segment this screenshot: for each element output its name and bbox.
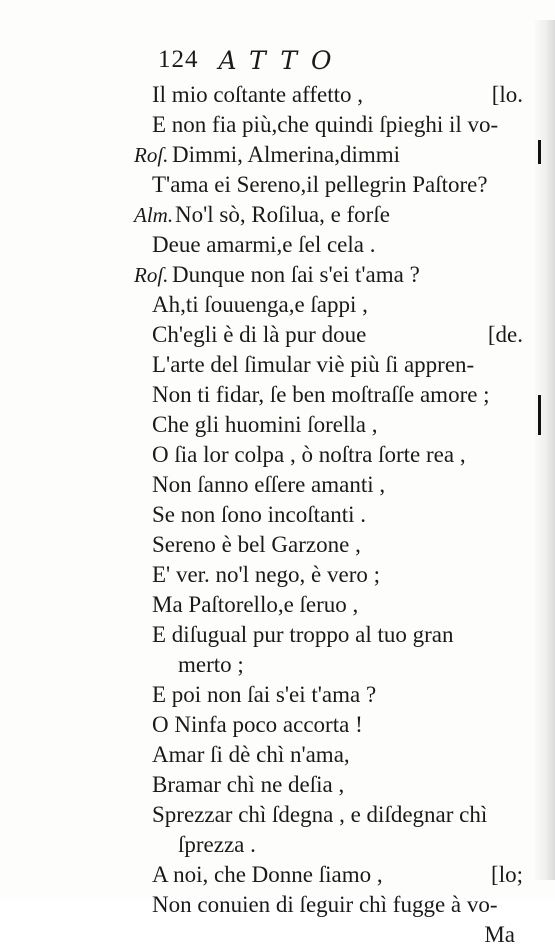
verse-line-text: ſprezza .: [178, 832, 256, 857]
running-head: ATTO: [218, 46, 346, 75]
verse-line: [0, 140, 555, 170]
verse-line-text: Che gli huomini ſorella ,: [152, 412, 378, 437]
verse-text: [0, 80, 555, 950]
verse-line: [0, 890, 555, 920]
verse-line: [0, 380, 555, 410]
verse-line-text: O ſia lor colpa , ò noſtra ſorte rea ,: [152, 442, 466, 467]
verse-line-text: Ma Paſtorello,e ſeruo ,: [152, 592, 359, 617]
verse-line: [0, 80, 555, 110]
verse-line: [0, 260, 555, 290]
verse-line-text: T'ama ei Sereno,il pellegrin Paſtore?: [152, 172, 488, 197]
verse-line: [0, 110, 555, 140]
verse-line: [0, 170, 555, 200]
verse-line: [0, 560, 555, 590]
verse-line-text: Ch'egli è di là pur doue: [152, 322, 367, 347]
verse-line-text: Dunque non ſai s'ei t'ama ?: [172, 262, 420, 287]
verse-line-text: Sprezzar chì ſdegna , e diſdegnar chì: [152, 802, 488, 827]
verse-line: [0, 710, 555, 740]
page-number: 124: [158, 46, 199, 73]
verse-line: [0, 800, 555, 830]
verse-line: [0, 200, 555, 230]
verse-line: [0, 650, 555, 680]
catchword: Ma: [484, 922, 515, 947]
verse-line: [0, 410, 555, 440]
verse-line-text: No'l sò, Roſilua, e forſe: [175, 202, 390, 227]
verse-line: [0, 350, 555, 380]
verse-line-text: Sereno è bel Garzone ,: [152, 532, 361, 557]
catchword-row: [0, 920, 555, 950]
verse-line: [0, 590, 555, 620]
turnover-fragment: [lo.: [491, 82, 523, 107]
verse-line-text: E' ver. no'l nego, è vero ;: [152, 562, 381, 587]
verse-line: [0, 230, 555, 260]
verse-line: [0, 320, 555, 350]
verse-line: [0, 680, 555, 710]
verse-line-text: E non fia più,che quindi ſpieghi il vo-: [152, 112, 499, 137]
verse-line-text: E diſugual pur troppo al tuo gran: [152, 622, 454, 647]
turnover-fragment: [lo;: [491, 862, 523, 887]
speaker-name: Roſ.: [134, 143, 169, 167]
verse-line: [0, 290, 555, 320]
verse-line-text: L'arte del ſimular viè più ſi appren-: [152, 352, 475, 377]
verse-line-text: Non ti fidar, ſe ben moſtraſſe amore ;: [152, 382, 490, 407]
verse-line-text: Se non ſono incoſtanti .: [152, 502, 367, 527]
verse-line: [0, 620, 555, 650]
verse-line-text: Bramar chì ne deſia ,: [152, 772, 345, 797]
verse-line: [0, 530, 555, 560]
verse-line: [0, 830, 555, 860]
page-header: [158, 46, 346, 75]
verse-line-text: E poi non ſai s'ei t'ama ?: [152, 682, 377, 707]
verse-line-text: Deue amarmi,e ſel cela .: [152, 232, 376, 257]
speaker-name: Alm.: [134, 203, 174, 227]
verse-line-text: O Ninfa poco accorta !: [152, 712, 363, 737]
verse-line-text: Amar ſi dè chì n'ama,: [152, 742, 350, 767]
turnover-fragment: [de.: [487, 322, 523, 347]
verse-line-text: Ah,ti ſouuenga,e ſappi ,: [152, 292, 368, 317]
verse-line-text: Dimmi, Almerina,dimmi: [172, 142, 401, 167]
verse-line-text: Il mio coſtante affetto ,: [152, 82, 363, 107]
verse-line-text: merto ;: [178, 652, 244, 677]
verse-line-text: Non conuien di ſeguir chì fugge à vo-: [152, 892, 498, 917]
verse-line: [0, 440, 555, 470]
verse-line: [0, 740, 555, 770]
verse-line-text: A noi, che Donne ſiamo ,: [152, 862, 383, 887]
verse-line: [0, 770, 555, 800]
verse-line: [0, 500, 555, 530]
verse-line: [0, 470, 555, 500]
speaker-name: Roſ.: [134, 263, 169, 287]
verse-line: [0, 860, 555, 890]
verse-line-text: Non ſanno eſſere amanti ,: [152, 472, 386, 497]
